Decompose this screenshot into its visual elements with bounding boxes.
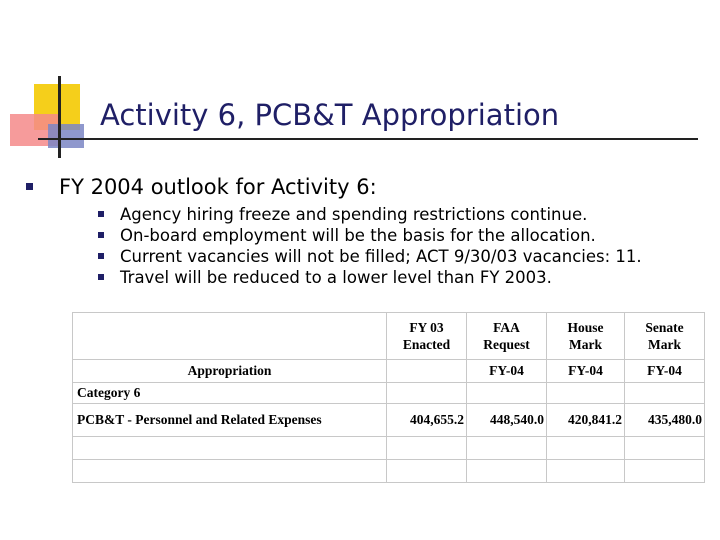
table-cell <box>467 383 547 404</box>
list-item <box>98 225 642 246</box>
table-cell <box>467 437 547 460</box>
list-item <box>98 204 642 225</box>
value-cell: 448,540.0 <box>467 404 547 437</box>
table-row <box>73 383 705 404</box>
table-cell <box>547 460 625 483</box>
bullet-square-icon <box>98 253 104 259</box>
table-row <box>73 460 705 483</box>
table-cell <box>467 460 547 483</box>
table-row <box>73 404 705 437</box>
table-cell <box>625 437 705 460</box>
bullet-square-icon <box>26 183 33 190</box>
row-label: PCB&T - Personnel and Related Expenses <box>73 404 387 437</box>
sub-bullet-text: Current vacancies will not be filled; ACT 9/30/03 vacancies: 11. <box>120 247 642 266</box>
table-cell <box>547 383 625 404</box>
column-header: FY 03 Enacted <box>387 313 467 360</box>
table-cell <box>625 383 705 404</box>
bullet-square-icon <box>98 211 104 217</box>
list-item <box>98 246 642 267</box>
decor-vertical-line <box>58 76 61 158</box>
fy-label: FY-04 <box>547 360 625 383</box>
value-cell: 420,841.2 <box>547 404 625 437</box>
table-row <box>73 360 705 383</box>
sub-bullet-list <box>98 204 642 288</box>
bullet-square-icon <box>98 232 104 238</box>
fy-label <box>387 360 467 383</box>
appropriation-table <box>72 312 704 486</box>
sub-bullet-text: Travel will be reduced to a lower level than FY 2003. <box>120 268 552 287</box>
bullet-square-icon <box>98 274 104 280</box>
table-cell <box>387 437 467 460</box>
table-cell <box>73 437 387 460</box>
value-cell: 404,655.2 <box>387 404 467 437</box>
appropriation-label: Appropriation <box>73 360 387 383</box>
main-bullet-text: FY 2004 outlook for Activity 6: <box>59 175 377 199</box>
value-cell: 435,480.0 <box>625 404 705 437</box>
list-item <box>98 267 642 288</box>
table-cell <box>73 460 387 483</box>
table-cell <box>547 437 625 460</box>
main-bullet <box>26 175 377 199</box>
sub-bullet-text: On-board employment will be the basis for the allocation. <box>120 226 596 245</box>
column-header: Senate Mark <box>625 313 705 360</box>
category-label: Category 6 <box>73 383 387 404</box>
column-header: House Mark <box>547 313 625 360</box>
table-cell <box>387 460 467 483</box>
column-header: FAA Request <box>467 313 547 360</box>
sub-bullet-text: Agency hiring freeze and spending restrictions continue. <box>120 205 588 224</box>
table-cell <box>73 313 387 360</box>
fy-label: FY-04 <box>625 360 705 383</box>
decor-horizontal-line <box>38 138 698 140</box>
table-header-row <box>73 313 705 360</box>
decor-blue-square <box>48 124 84 148</box>
table-row <box>73 437 705 460</box>
table-cell <box>387 383 467 404</box>
table-cell <box>625 460 705 483</box>
fy-label: FY-04 <box>467 360 547 383</box>
slide-title: Activity 6, PCB&T Appropriation <box>100 98 560 132</box>
